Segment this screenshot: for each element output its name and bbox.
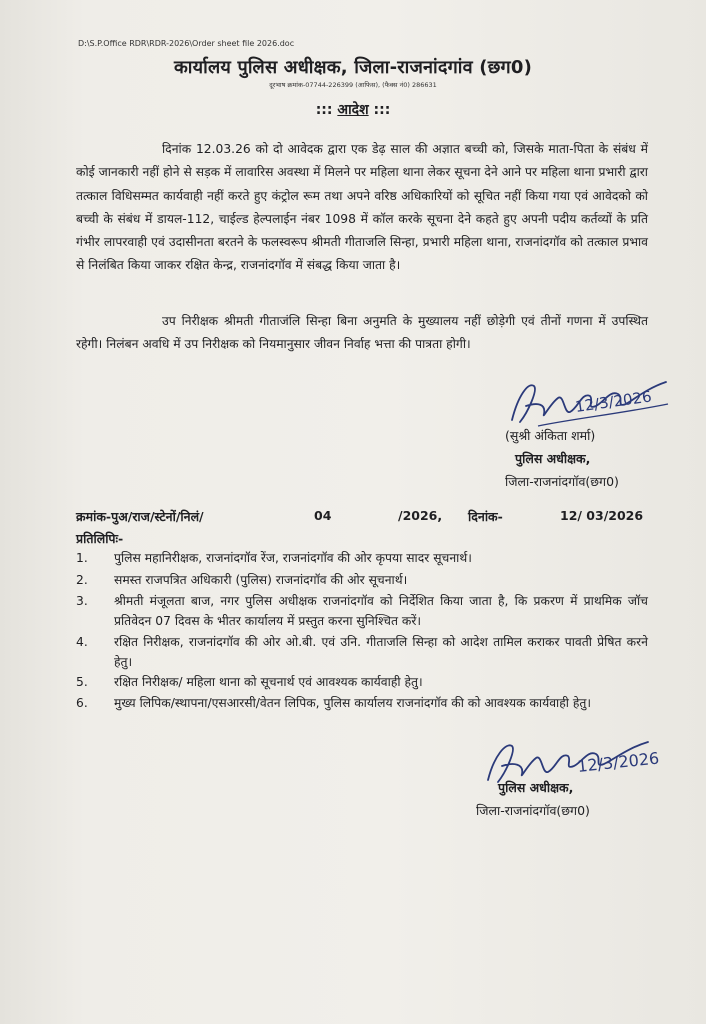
- reference-number: 04: [314, 508, 332, 523]
- copy-item-text: रक्षित निरीक्षक, राजनांदगॉव की ओर ओ.बी. एवं उनि. गीताजलि सिन्हा को आदेश तामिल कराकर पावती प्रेषित करने हेतु।: [114, 635, 648, 669]
- copy-item-text: पुलिस महानिरीक्षक, राजनांदगॉव रेंज, राजनांदगॉव की ओर कृपया सादर सूचनार्थ।: [114, 551, 472, 565]
- order-prefix: :::: [315, 102, 333, 118]
- order-word: आदेश: [337, 102, 369, 118]
- signatory-name: (सुश्री अंकिता शर्मा): [505, 428, 596, 443]
- signature-2-block: [476, 776, 590, 822]
- copy-item: [76, 633, 648, 672]
- copy-item-number: 6.: [76, 696, 88, 710]
- copy-item: [76, 673, 648, 693]
- reference-year: /2026,: [398, 508, 443, 523]
- copy-item: [76, 549, 648, 569]
- copy-item-number: 1.: [76, 551, 88, 565]
- copy-item: [76, 694, 648, 714]
- order-paragraph-1-text: दिनांक 12.03.26 को दो आवेदक द्वारा एक डेढ़ साल की अज्ञात बच्ची को, जिसके माता-पिता के संबंध में कोई जानकारी नहीं होने से सड़क में लावारिस अवस्था में मिलने पर महिला थाना लेकर सूचना देने आने पर महिला थाना प्रभारी द्वारा तत्काल विधिसम्मत कार्यवाही नहीं करते हुए कंट्रोल रूम तथा अपने वरिष्ठ अधिकारियों को सूचित नहीं किया गया एवं आवेदको को बच्ची के संबंध में डायल-112, चाईल्ड हेल्पलाईन नंबर 1098 में कॉल करके सूचना देने कहते हुए अपनी पदीय कर्तव्यों के प्रति गंभीर लापरवाही एवं उदासीनता बरतने के फलस्वरूप श्रीमती गीताजलि सिन्हा, प्रभारी महिला थाना, राजनांदगॉव को तत्काल प्रभाव से निलंबित किया जाकर रक्षित केन्द्र, राजनांदगॉव में संबद्ध किया जाता है।: [76, 142, 648, 273]
- copy-item-text: मुख्य लिपिक/स्थापना/एसआरसी/वेतन लिपिक, पुलिस कार्यालय राजनांदगॉव की को आवश्यक कार्यवाही हेतु।: [114, 696, 592, 710]
- copy-item-text: समस्त राजपत्रित अधिकारी (पुलिस) राजनांदगॉव की ओर सूचनार्थ।: [114, 573, 408, 587]
- order-paragraph-2-text: उप निरीक्षक श्रीमती गीताजंलि सिन्हा बिना अनुमति के मुख्यालय नहीं छोड़ेगी एवं तीनों गणना में उपस्थित रहेगी। निलंबन अवधि में उप निरीक्षक को नियमानुसार जीवन निर्वाह भत्ता की पात्रता होगी।: [76, 314, 648, 352]
- office-contact: दूरभाष क्रमांक-07744-226399 (आफिस), (फैक्स नं0) 286631: [269, 81, 437, 89]
- signature-1-date: 12/3/2026: [574, 387, 653, 416]
- signatory-2-district: जिला-राजनांदगॉव(छग0): [476, 803, 590, 818]
- copy-item: [76, 592, 648, 631]
- order-suffix: :::: [373, 102, 391, 118]
- office-title: कार्यालय पुलिस अधीक्षक, जिला-राजनांदगांव (छग0): [173, 57, 533, 78]
- reference-number-label: क्रमांक-पुअ/राज/स्टेनों/निलं/: [76, 509, 204, 524]
- copy-item-text: श्रीमती मंजूलता बाज, नगर पुलिस अधीक्षक राजनांदगॉव को निर्देशित किया जाता है, कि प्रकरण में प्राथमिक जॉच प्रतिवेदन 07 दिवस के भीतर कार्यालय में प्रस्तुत करना सुनिश्चित करें।: [114, 594, 648, 628]
- order-paragraph-1: [76, 138, 648, 278]
- copy-item-number: 3.: [76, 594, 88, 608]
- reference-date: 12/ 03/2026: [560, 508, 644, 523]
- reference-date-label: दिनांक-: [468, 509, 503, 524]
- copy-item-number: 5.: [76, 675, 88, 689]
- signatory-2-designation: पुलिस अधीक्षक,: [498, 780, 574, 795]
- signatory-district: जिला-राजनांदगॉव(छग0): [505, 474, 619, 489]
- copy-to-label: प्रतिलिपिः-: [76, 531, 124, 546]
- copy-item-text: रक्षित निरीक्षक/ महिला थाना को सूचनार्थ एवं आवश्यक कार्यवाही हेतु।: [114, 675, 423, 689]
- order-heading: [0, 100, 706, 119]
- copy-item: [76, 571, 648, 591]
- signatory-designation: पुलिस अधीक्षक,: [515, 451, 591, 466]
- reference-line: [76, 508, 648, 528]
- order-paragraph-2: [76, 310, 648, 357]
- copy-item-number: 2.: [76, 573, 88, 587]
- file-path: D:\S.P.Office RDR\RDR-2026\Order sheet file 2026.doc: [78, 39, 295, 48]
- signature-1-block: [505, 424, 619, 493]
- copy-item-number: 4.: [76, 635, 88, 649]
- signature-2-date: 12/3/2026: [576, 748, 661, 776]
